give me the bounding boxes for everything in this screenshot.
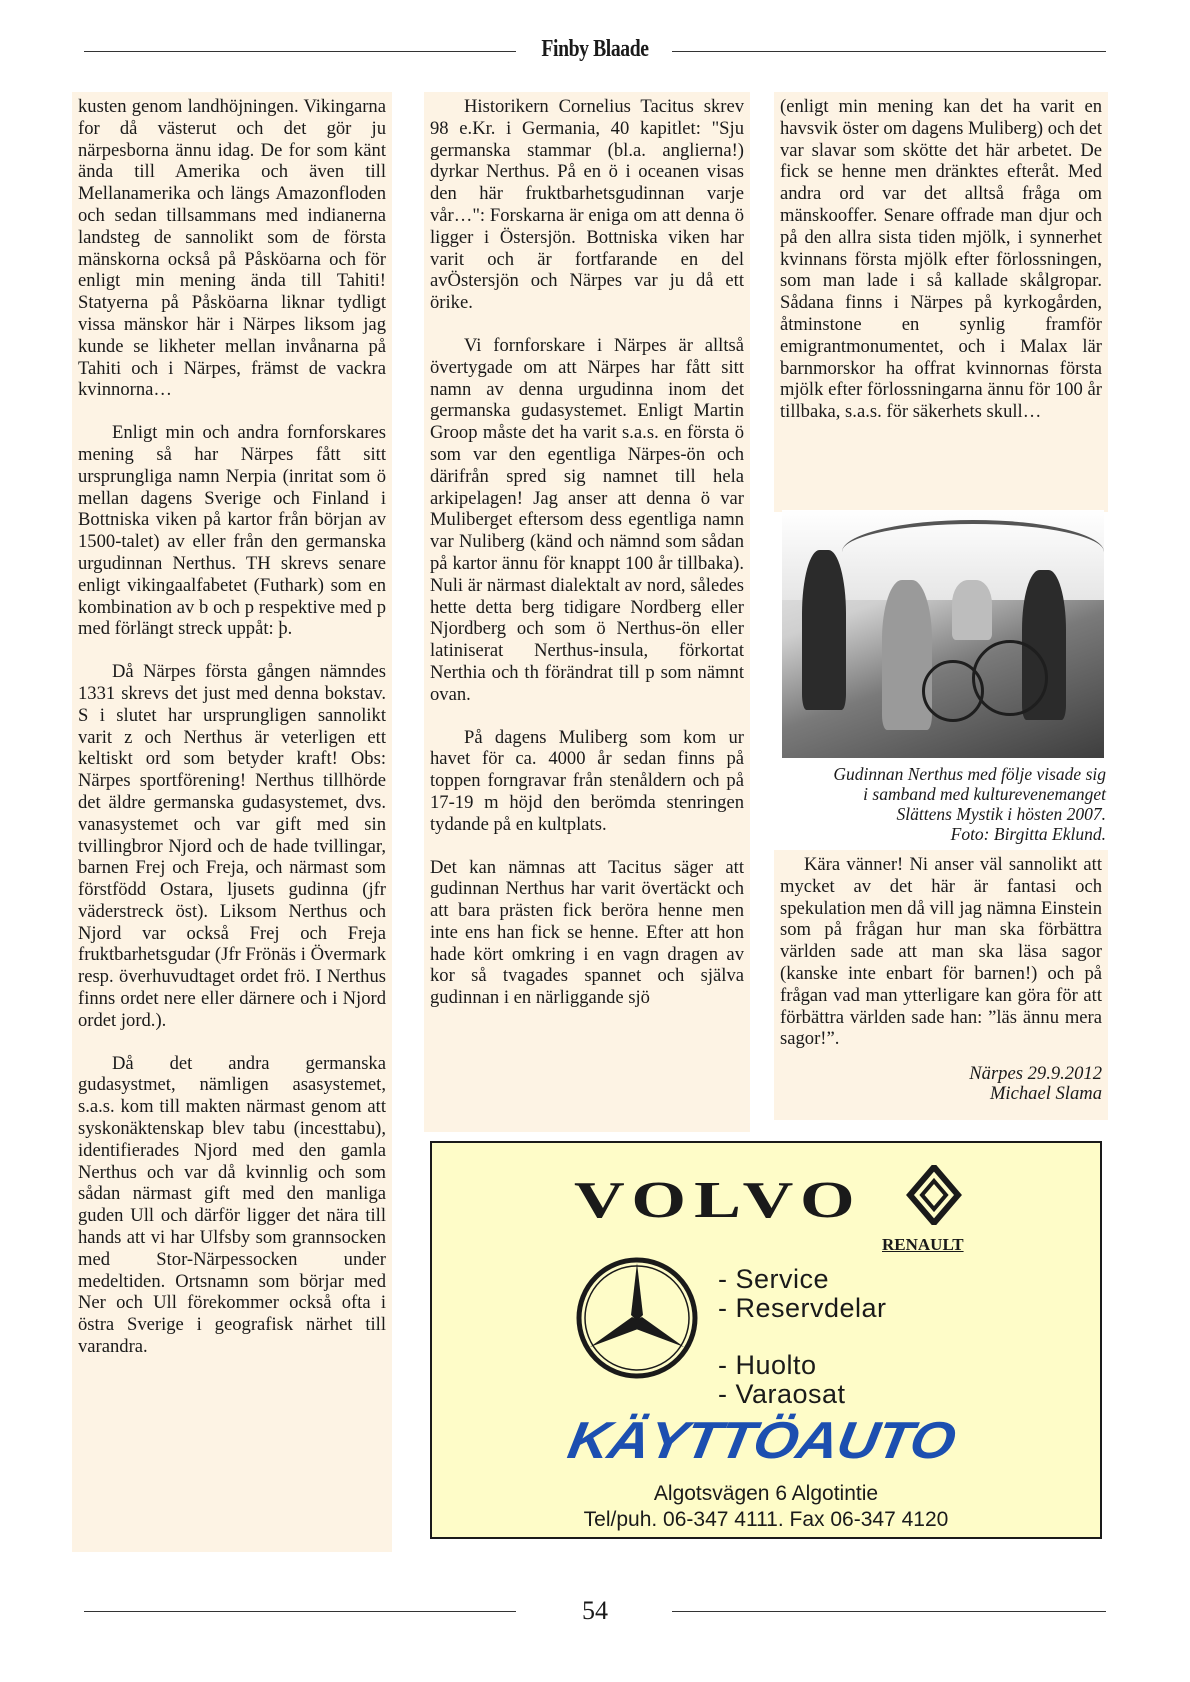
article-column-2: [424, 92, 750, 1132]
signature-place-date: Närpes 29.9.2012: [969, 1063, 1102, 1085]
paragraph: kusten genom landhöjningen. Vikingarna for då västerut och det gör ju närpesborna ännu idag. De for som känt ända till Amerika och även till Mellanamerika och längs Amazonfloden och sedan tillsammans med indianerna landsteg de sannolikt som de första mänskorna också på Påsköarna och för enligt min mening ända till Tahiti! Statyerna på Påsköarna liknar tydligt vissa mänskor här i Närpes liksom jag kunde se likheter mellan invånarna på Tahiti och i Närpes, främst de vackra kvinnorna…: [78, 96, 386, 401]
caption-line: Gudinnan Nerthus med följe visade sig: [833, 764, 1106, 784]
photo-figure: [882, 580, 932, 730]
photo-caption: [780, 764, 1106, 844]
paragraph: Då det andra germanska gudasystmet, nämligen asasystemet, s.a.s. kom till makten närmast genom att syskonäktenskap blev tabu (incesttabu), identifierades Njord med den gamla Nerthus och var då kvinnlig och som sådan närmast gift med den manliga guden Ull och därför ligger det nära till hands att vi har Ulfsby som grannsocken med Stor-Närpessocken under medeltiden. Ortsnamn som börjar med Ner och Ull förekommer också ofta i östra Sverige i geografisk närhet till varandra.: [78, 1052, 386, 1358]
publication-title: Finby Blaade: [541, 36, 649, 62]
signature-author: Michael Slama: [989, 1083, 1102, 1105]
photo-figure: [952, 580, 992, 640]
article-column-3: [774, 92, 1108, 512]
ad-phone: Tel/puh. 06-347 4111. Fax 06-347 4120: [583, 1508, 949, 1531]
ad-contact: [432, 1481, 1100, 1533]
services-list: [718, 1265, 887, 1409]
article-column-1: [72, 92, 392, 1552]
ad-address: Algotsvägen 6 Algotintie: [653, 1482, 879, 1505]
mercedes-star-icon: [572, 1253, 702, 1383]
article-photo: [782, 510, 1104, 758]
paragraph: Det kan nämnas att Tacitus säger att gudinnan Nerthus har varit övertäckt och att bara prästen fick beröra henne men inte ens han fick se henne. Efter att hon hade kört omkring i en vagn dragen av kor så tvagades spannet och själva gudinnan i en närliggande sjö: [430, 856, 744, 1009]
renault-diamond-icon: [906, 1165, 962, 1225]
kayttoauto-logo-text: KÄYTTÖAUTO: [563, 1412, 959, 1470]
paragraph: (enligt min mening kan det ha varit en havsvik öster om dagens Muliberg) och det var slavar som skötte det här arbetet. De fick se henne men dränktes efteråt. Med andra ord var det alltså fråga om mänskooffer. Senare offrade man djur och på den allra sista tiden mjölk, i synnerhet kvinnans första mjölk efter förlossningen, som man lade i så kallade skålgropar. Sådana finns i Närpes på kyrkogården, åtminstone en synlig framför emigrantmonumentet, och i Malax lär barnmorskor ha offrat kvinnornas första mjölk efter förlossningarna ännu för 100 år tillbaka, s.a.s. för säkerhets skull…: [780, 96, 1102, 423]
paragraph: Då Närpes första gången nämndes 1331 skrevs det just med denna bokstav. S i slutet har ursprungligen sannolikt varit z och Nerthus är veterligen ett keltiskt ord som betyder kraft! Obs: Närpes sportförening! Nerthus tillhörde det äldre germanska gudasystemet, dvs. vanasystemet och var gift med sin tvillingbror Njord och de hade tvillingar, barnen Frej och Freja, och närmast som förstfödd Ostara, ljusets gudinna (jfr väderstreck öst). Liksom Nerthus och Njord var också Frej och Freja fruktbarhetsgudar (Jfr Frönäs i Övermark resp. överhuvudtaget ordet frö. I Nerthus finns ordet nere eller därnere och i Njord ordet jord.).: [78, 661, 386, 1031]
photo-figure: [802, 550, 846, 710]
service-item: - Service: [718, 1264, 830, 1294]
caption-line: i samband med kulturevenemanget: [863, 784, 1106, 804]
paragraph: Vi fornforskare i Närpes är alltså övertygade om att Närpes har fått sitt namn av denna urgudinna inom det germanska gudasystemet. Enligt Martin Groop måste det ha varit s.a.s. en första ö som var den egentliga Närpes-ön och därifrån spred sig namnet till hela arkipelagen! Jag anser att denna ö var Muliberget eftersom dess egentliga namn var Nuliberg (känd och nämnd som sådan på kartor ännu för knappt 100 år tillbaka). Nuli är närmast dialektalt av nord, således hette detta berg tidigare Nordberg eller Njordberg och som ö Nerthus-ön eller latiniserat Nerthus-insula, förkortat Nerthia och th förändrat till p som nämnt ovan.: [430, 334, 744, 705]
service-item: - Huolto: [718, 1350, 817, 1380]
caption-line: Foto: Birgitta Eklund.: [950, 824, 1106, 844]
footer-rule-right: [672, 1611, 1106, 1612]
renault-logo-text: RENAULT: [882, 1235, 964, 1254]
signature: [780, 1064, 1102, 1104]
photo-tent-roof: [842, 520, 1104, 584]
paragraph: Kära vänner! Ni anser väl sannolikt att mycket av det här är fantasi och spekulation men då vill jag nämna Einstein som på frågan hur man ska förbättra världen sade att man ska läsa sagor (kanske inte enbart för barnen!) och på frågan vad man ytterligare kan göra för att förbättra världen sade han: ”läs ännu mera sagor!”.: [780, 854, 1102, 1050]
paragraph: Enligt min och andra fornforskares mening så har Närpes fått sitt ursprungliga namn Nerpia (inritat som ö mellan dagens Sverige och Finland i Bottniska viken på kartor från början av 1500-talet) av eller från den germanska urgudinnan Nerthus. TH skrevs senare enligt vikingaalfabetet (Futhark) som en kombination av b och p respektive med p med förlängt streck uppåt: þ.: [78, 422, 386, 640]
paragraph: Historikern Cornelius Tacitus skrev 98 e.Kr. i Germania, 40 kapitlet: "Sju germanska stammar (bl.a. anglierna!) dyrkar Nerthus. På en ö i oceanen visas den här fruktbarhetsgudinnan varje vår…": Forskarna är eniga om att denna ö ligger i Östersjön. Bottniska viken har varit och är fortfarande en del avÖstersjön och Närpes var ju då ett örike.: [430, 96, 744, 314]
page-number: 54: [582, 1596, 608, 1625]
header-rule-right: [672, 51, 1106, 52]
advertisement: [430, 1141, 1102, 1539]
volvo-logo-text: VOLVO: [574, 1172, 863, 1229]
photo-wagon-wheel: [972, 640, 1048, 716]
caption-line: Slättens Mystik i hösten 2007.: [896, 804, 1106, 824]
service-item: - Varaosat: [718, 1379, 846, 1409]
service-item: - Reservdelar: [718, 1293, 887, 1323]
article-column-3-closing: [774, 850, 1108, 1120]
paragraph: På dagens Muliberg som kom ur havet för ca. 4000 år sedan finns på toppen forngravar från stenåldern och på 17-19 m höjd den berömda stenringen tydande på en kultplats.: [430, 726, 744, 835]
